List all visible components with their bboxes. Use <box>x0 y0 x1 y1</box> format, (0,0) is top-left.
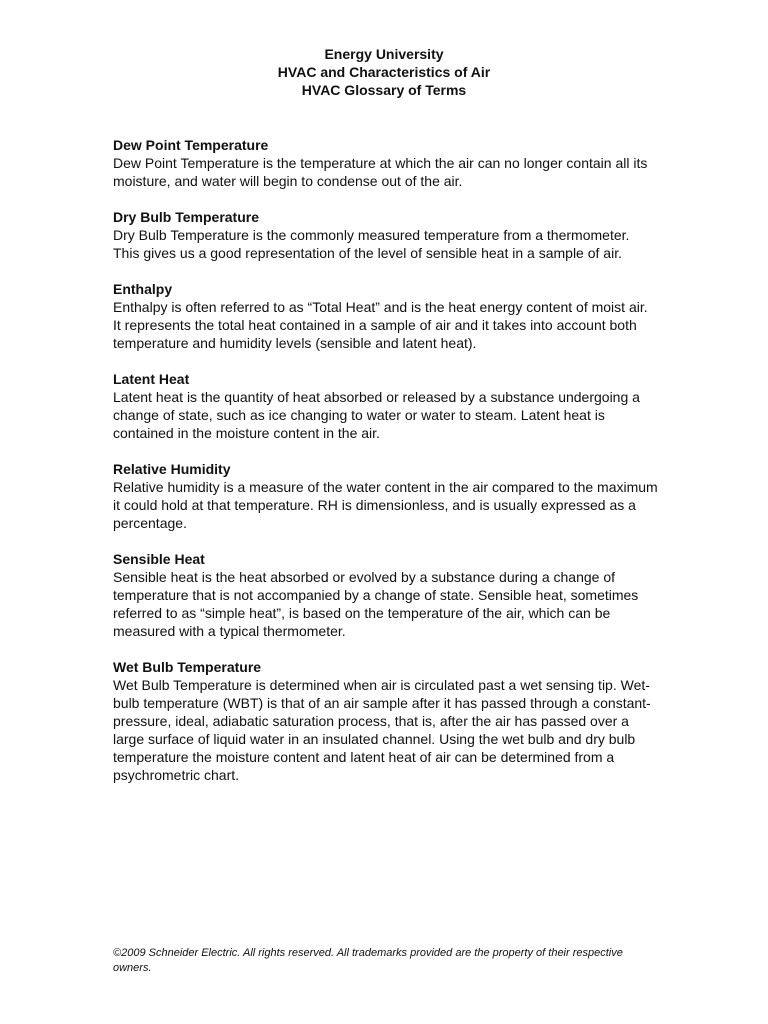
header-document-title: HVAC Glossary of Terms <box>301 82 467 98</box>
glossary-entry-sensible-heat <box>113 550 658 640</box>
term-title: Sensible Heat <box>113 551 205 567</box>
glossary-list <box>113 136 658 802</box>
header-organization: Energy University <box>324 46 444 62</box>
term-definition: Latent heat is the quantity of heat absorbed or released by a substance undergoing a change of state, such as ice changing to water or water to steam. Latent heat is contained in the moisture content in the air. <box>113 389 640 441</box>
term-definition: Sensible heat is the heat absorbed or evolved by a substance during a change of temperature that is not accompanied by a change of state. Sensible heat, sometimes referred to as “simple heat”, is based on the temperature of the air, which can be measured with a typical thermometer. <box>113 569 639 639</box>
term-definition: Dry Bulb Temperature is the commonly measured temperature from a thermometer. This gives us a good representation of the level of sensible heat in a sample of air. <box>113 227 630 261</box>
term-definition: Relative humidity is a measure of the water content in the air compared to the maximum it could hold at that temperature. RH is dimensionless, and is usually expressed as a percentage. <box>113 479 658 531</box>
glossary-entry-latent-heat <box>113 370 658 442</box>
term-title: Relative Humidity <box>113 461 231 477</box>
document-header <box>0 45 768 99</box>
glossary-entry-dry-bulb <box>113 208 658 262</box>
term-title: Enthalpy <box>113 281 173 297</box>
header-course-title: HVAC and Characteristics of Air <box>277 64 491 80</box>
glossary-entry-relative-humidity <box>113 460 658 532</box>
term-definition: Enthalpy is often referred to as “Total Heat” and is the heat energy content of moist air. It represents the total heat contained in a sample of air and it takes into account both temperature and humidity levels (sensible and latent heat). <box>113 299 648 351</box>
copyright-footer: ©2009 Schneider Electric. All rights reserved. All trademarks provided are the property of their respective owners. <box>113 947 623 974</box>
term-title: Wet Bulb Temperature <box>113 659 262 675</box>
glossary-entry-dew-point <box>113 136 658 190</box>
glossary-entry-enthalpy <box>113 280 658 352</box>
glossary-entry-wet-bulb <box>113 658 658 784</box>
term-definition: Wet Bulb Temperature is determined when air is circulated past a wet sensing tip. Wet-bulb temperature (WBT) is that of an air sample after it has passed through a constant-pressure, ideal, adiabatic saturation process, that is, after the air has passed over a large surface of liquid water in an insulated channel. Using the wet bulb and dry bulb temperature the moisture content and latent heat of air can be determined from a psychrometric chart. <box>113 677 651 783</box>
term-definition: Dew Point Temperature is the temperature at which the air can no longer contain all its moisture, and water will begin to condense out of the air. <box>113 155 648 189</box>
term-title: Dew Point Temperature <box>113 137 269 153</box>
term-title: Dry Bulb Temperature <box>113 209 259 225</box>
term-title: Latent Heat <box>113 371 190 387</box>
